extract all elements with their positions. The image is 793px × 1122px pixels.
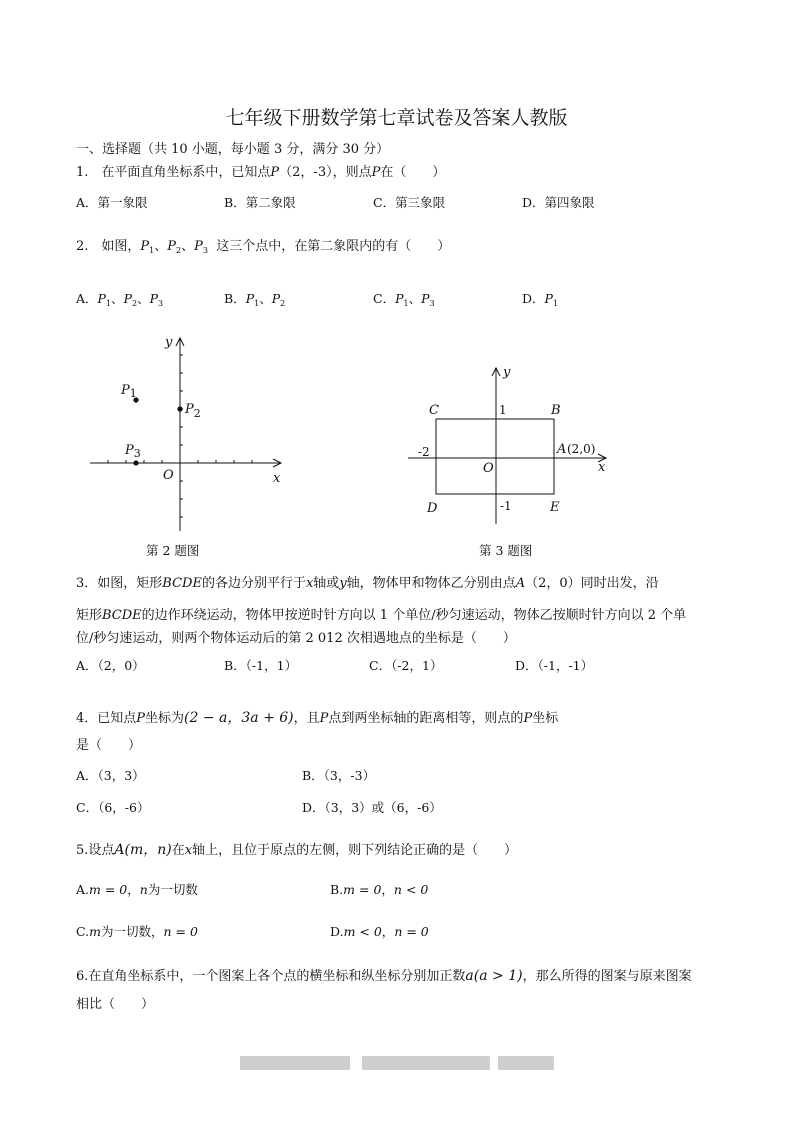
q4-option-b: B．（3，-3）: [302, 768, 376, 783]
figure-2-caption: 第 2 题图: [146, 543, 200, 558]
q5-option-d: D.m < 0，n = 0: [330, 924, 429, 939]
figure-3: [400, 364, 620, 529]
q2-option-d: D．$P_1$: [522, 291, 559, 308]
label-e: E: [550, 500, 560, 515]
label-c: C: [429, 403, 439, 418]
q1-option-b: B．第二象限: [224, 195, 296, 210]
q4-option-a: A．（3，3）: [76, 768, 145, 783]
q3-option-a: A．（2，0）: [76, 658, 145, 673]
q2-option-b: B．$P_1$、$P_2$: [224, 291, 286, 308]
q5-option-a: A.m = 0，n为一切数: [76, 882, 198, 897]
label-b: B: [551, 403, 561, 418]
label-origin: O: [483, 461, 494, 476]
label-x: x: [273, 471, 281, 486]
q1-option-a: A．第一象限: [76, 195, 148, 210]
q5-option-c: C.m为一切数，n = 0: [76, 924, 198, 939]
question-4: 4．已知点P坐标为(2 − a，3a + 6)，且P点到两坐标轴的距离相等，则点的P坐标: [76, 710, 559, 726]
question-4-line-2: 是（ ）: [76, 738, 142, 753]
rectangle-bcde: [436, 419, 554, 494]
question-2: 2. 如图，$P_1$、$P_2$、$P_3$ 这三个点中，在第二象限内的有（ ）: [76, 239, 451, 255]
q4-option-d: D．（3，3）或（6，-6）: [302, 800, 442, 815]
page-title: 七年级下册数学第七章试卷及答案人教版: [225, 107, 568, 129]
q1-option-c: C．第三象限: [373, 195, 446, 210]
label-neg-two: -2: [418, 445, 430, 459]
label-x: x: [598, 460, 606, 475]
label-one: 1: [499, 403, 507, 417]
label-a-coord: (2,0): [567, 442, 596, 456]
q2-option-c: C．$P_1$、$P_3$: [373, 291, 435, 308]
question-6: 6.在直角坐标系中，一个图案上各个点的横坐标和纵坐标分别加正数a(a > 1)，那么所得的图案与原来图案: [76, 968, 692, 984]
figure-2: [85, 332, 295, 537]
point-p3: [133, 460, 138, 465]
label-neg-one: -1: [500, 499, 512, 513]
q1-option-d: D．第四象限: [522, 195, 595, 210]
q3-option-c: C．（-2，1）: [369, 658, 443, 673]
q2-option-a: A．$P_1$、$P_2$、$P_3$: [76, 291, 164, 308]
label-d: D: [427, 501, 438, 516]
question-5: 5.设点A(m，n)在x轴上，且位于原点的左侧，则下列结论正确的是（ ）: [76, 842, 518, 858]
question-1: 1. 在平面直角坐标系中，已知点P（2，-3），则点P在（ ）: [76, 165, 446, 180]
point-p2: [177, 406, 182, 411]
section-heading: 一、选择题（共 10 小题，每小题 3 分，满分 30 分）: [76, 142, 390, 157]
label-p1: $P_1$: [121, 383, 137, 400]
q5-option-b: B.m = 0，n < 0: [330, 882, 429, 897]
figure-3-caption: 第 3 题图: [479, 543, 533, 558]
question-3-line-3: 位/秒匀速运动，则两个物体运动后的第 2 012 次相遇地点的坐标是（ ）: [76, 631, 516, 646]
question-3-line-2: 矩形BCDE的边作环绕运动，物体甲按逆时针方向以 1 个单位/秒匀速运动，物体乙按顺时针方向以 2 个单: [76, 608, 687, 623]
q3-option-b: B．（-1，1）: [224, 658, 298, 673]
label-p3: $P_3$: [125, 443, 141, 460]
label-origin: O: [163, 468, 174, 483]
q4-option-c: C．（6，-6）: [76, 800, 150, 815]
question-6-line-2: 相比（ ）: [76, 997, 155, 1012]
label-y: y: [503, 365, 511, 380]
label-y: y: [165, 335, 173, 350]
question-3-line-1: 3．如图，矩形BCDE的各边分别平行于x轴或y轴，物体甲和物体乙分别由点A（2，0）同时出发，沿: [76, 576, 659, 591]
label-a: A: [557, 442, 567, 457]
label-p2: $P_2$: [185, 402, 201, 420]
q3-option-d: D．（-1，-1）: [515, 658, 594, 673]
